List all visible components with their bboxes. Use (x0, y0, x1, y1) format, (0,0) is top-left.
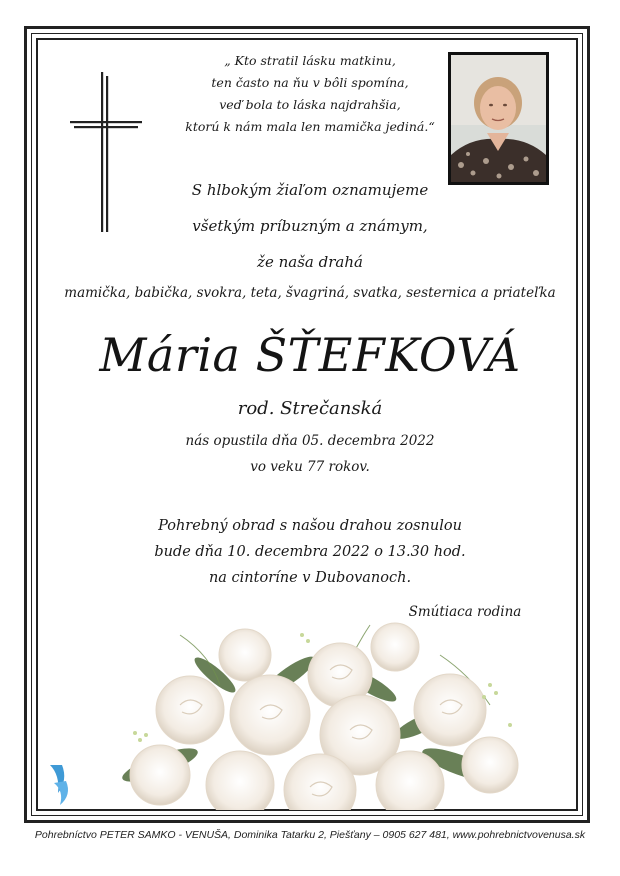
death-age: vo veku 77 rokov. (250, 459, 370, 475)
funeral-line: bude dňa 10. decembra 2022 o 13.30 hod. (154, 544, 466, 560)
intro-line: všetkým príbuzným a známym, (192, 217, 428, 235)
poem (170, 50, 450, 138)
venusa-logo-icon (50, 765, 68, 805)
poem-line: ktorú k nám mala len mamička jediná.“ (185, 119, 435, 134)
intro-line: S hlbokým žiaľom oznamujeme (191, 181, 429, 199)
death-details (150, 428, 470, 480)
maiden-name: rod. Strečanská (237, 398, 383, 419)
portrait-photo (448, 52, 549, 185)
funeral-line: Pohrebný obrad s našou drahou zosnulou (158, 518, 462, 534)
poem-line: ten často na ňu v bôli spomína, (211, 75, 409, 90)
funeral-details (140, 513, 480, 591)
poem-line: „ Kto stratil lásku matkinu, (224, 53, 396, 68)
announcement-intro (150, 172, 470, 280)
poem-line: veď bola to láska najdrahšia, (219, 97, 401, 112)
cross-icon (70, 72, 142, 232)
mourning-family-signature: Smútiaca rodina (408, 604, 522, 620)
death-date: nás opustila dňa 05. decembra 2022 (185, 433, 435, 449)
intro-line: že naša drahá (257, 253, 363, 271)
white-roses-image (40, 615, 580, 810)
funeral-service-footer: Pohrebníctvo PETER SAMKO - VENUŠA, Dominika Tatarku 2, Piešťany – 0905 627 481, www.pohrebnictvovenusa.sk (34, 829, 586, 841)
funeral-line: na cintoríne v Dubovanoch. (208, 570, 412, 586)
family-relations: mamička, babička, svokra, teta, švagriná, svatka, sesternica a priateľka (64, 285, 556, 301)
deceased-name: Mária ŠŤEFKOVÁ (99, 328, 521, 382)
